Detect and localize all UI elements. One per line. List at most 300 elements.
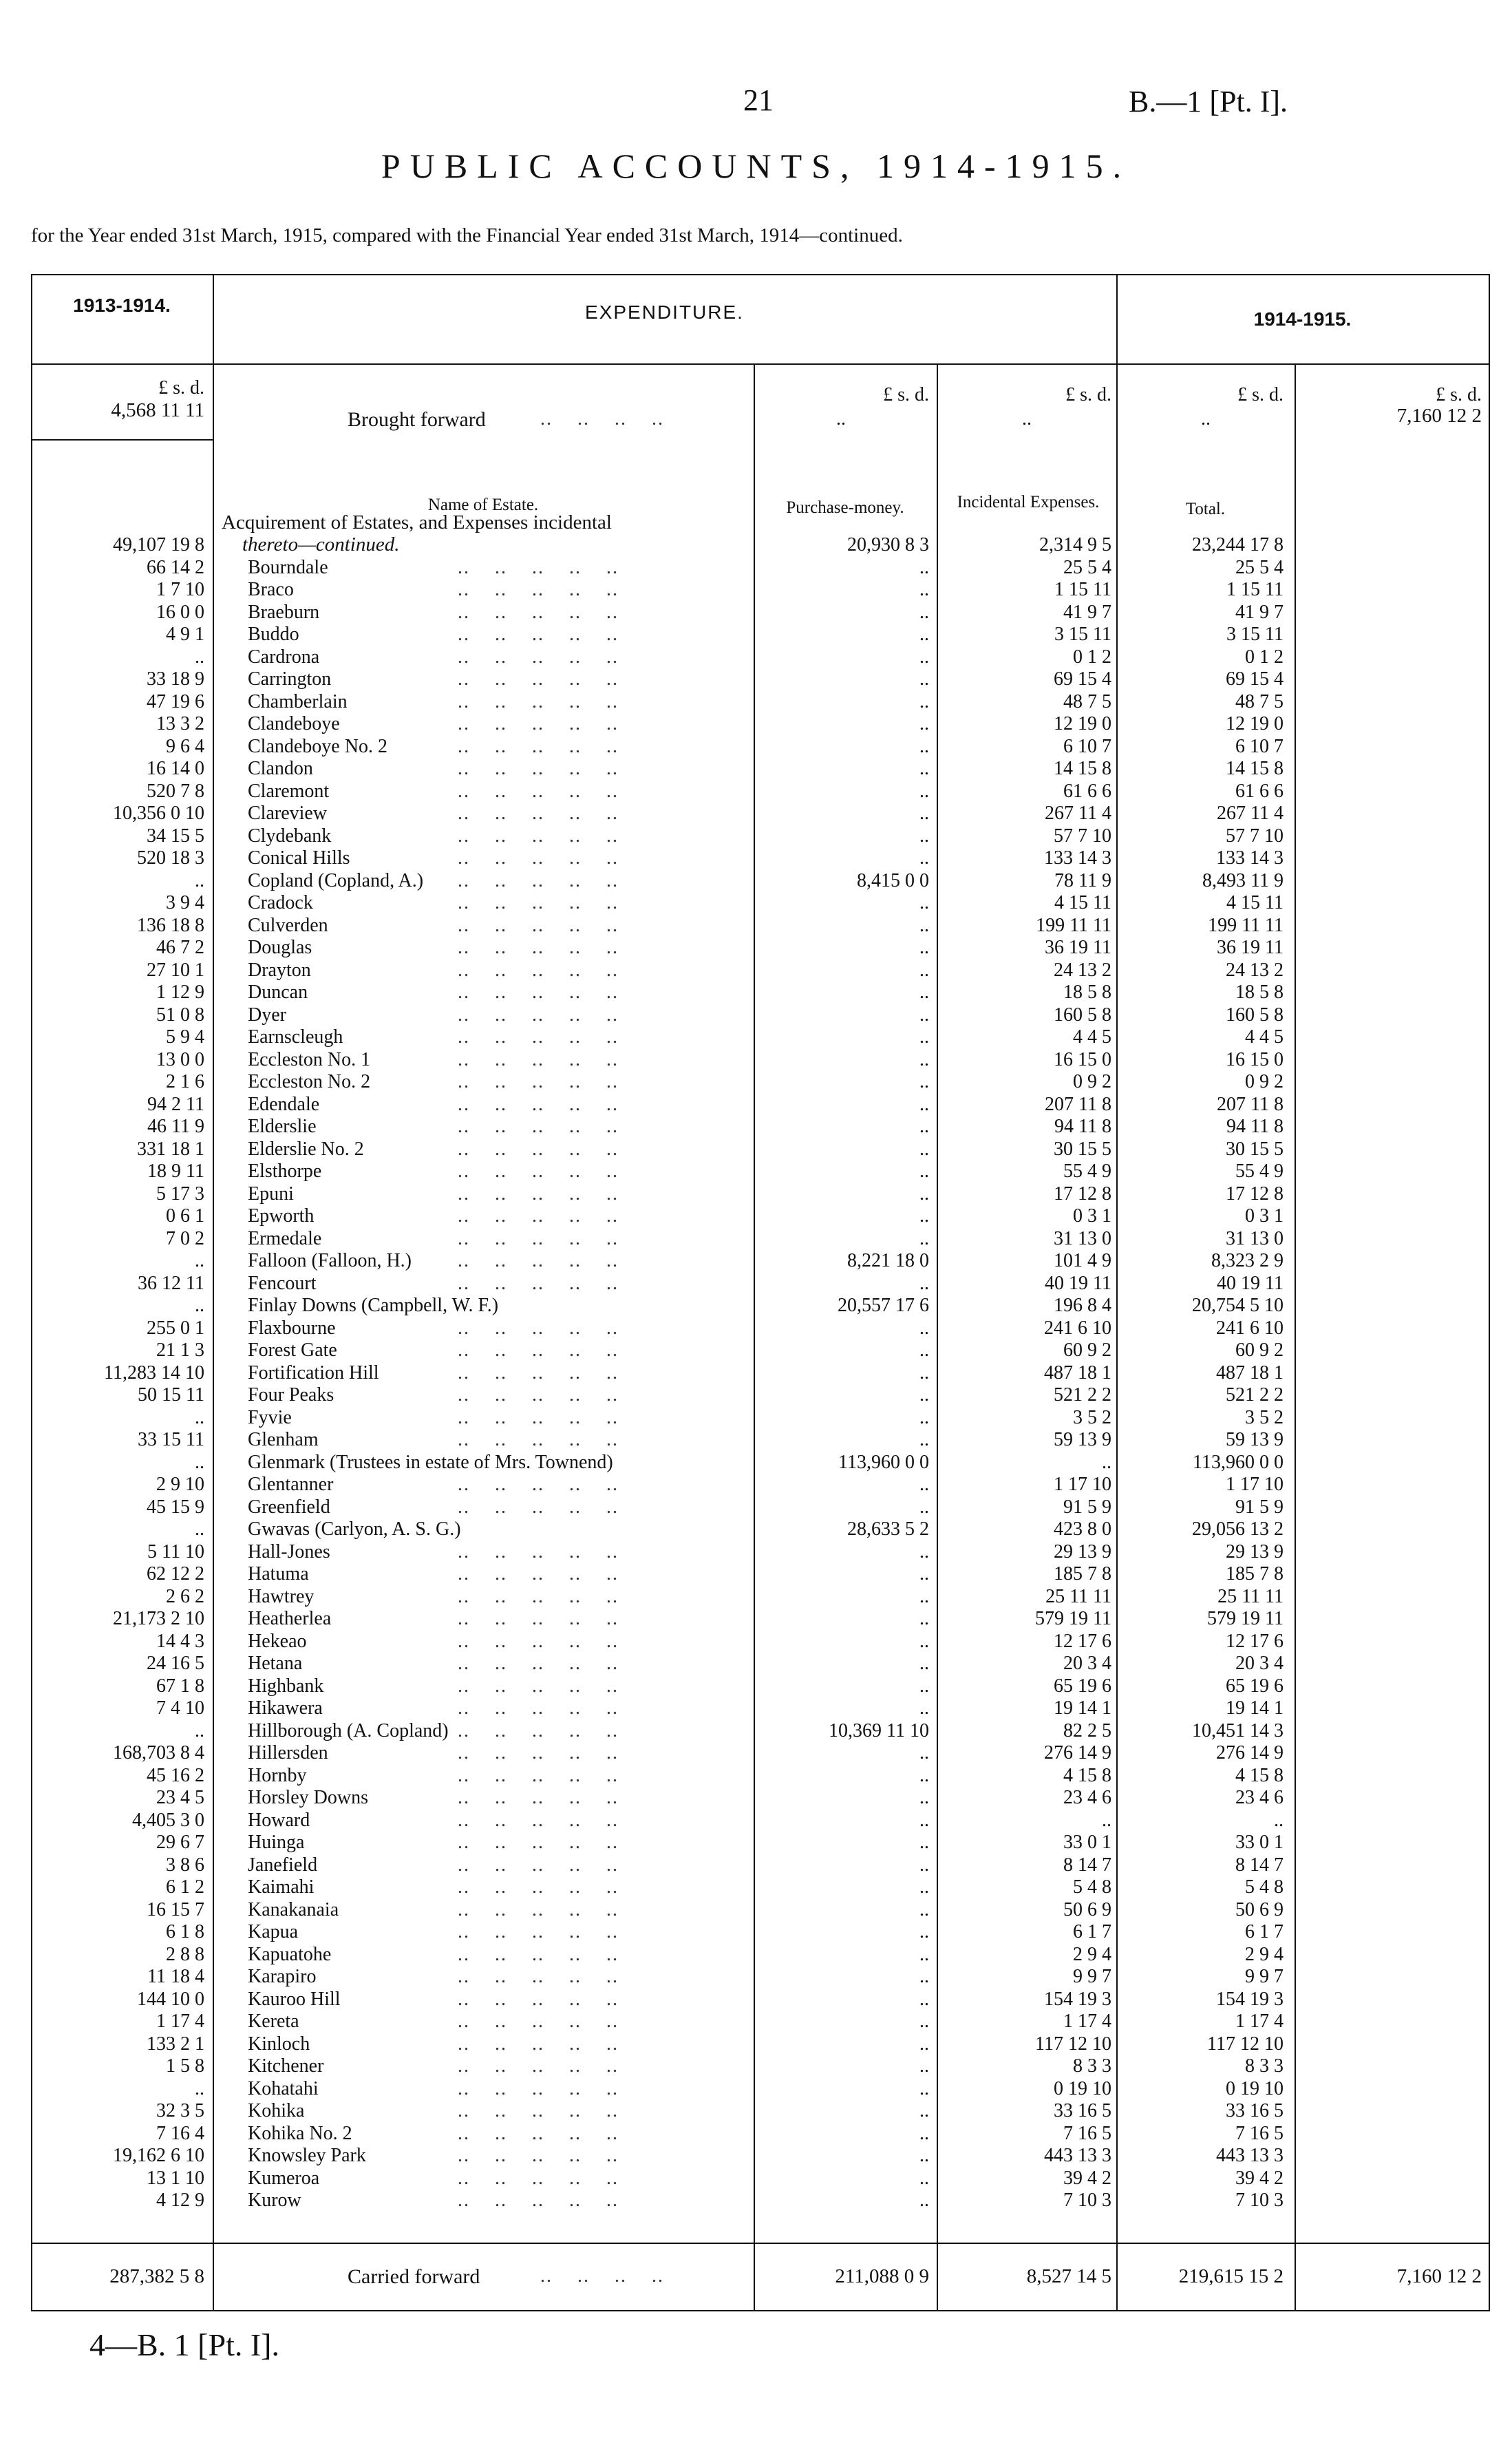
estate-name: Epworth	[248, 1205, 315, 1227]
estate-name: Carrington	[248, 668, 332, 690]
table-row: 33 18 9 Carrington .. .. .. .. .. .. 69 15 4 69 15 4	[31, 668, 1490, 691]
table-row: 520 18 3 Conical Hills .. .. .. .. .. .. 133 14 3 133 14 3	[31, 847, 1490, 870]
purchase-money: ..	[919, 1898, 929, 1920]
header-expenditure: EXPENDITURE.	[585, 301, 744, 323]
table-row: 1 5 8 Kitchener .. .. .. .. .. .. 8 3 3 8 3 3	[31, 2055, 1490, 2078]
incidental-expenses: 487 18 1	[1044, 1362, 1111, 1384]
purchase-money: 28,633 5 2	[847, 1518, 929, 1540]
prev-year-amount: 7 0 2	[166, 1227, 204, 1249]
incidental-expenses: 2 9 4	[1073, 1943, 1111, 1965]
estate-name: Clareview	[248, 803, 328, 824]
cf-prev-amount: 287,382 5 8	[109, 2265, 204, 2287]
purchase-money: 113,960 0 0	[838, 1451, 929, 1473]
incidental-expenses: 0 1 2	[1073, 646, 1111, 668]
purchase-money: ..	[919, 892, 929, 913]
prev-year-amount: 7 16 4	[156, 2122, 204, 2144]
purchase-money: ..	[919, 1071, 929, 1092]
incidental-expenses: 50 6 9	[1063, 1898, 1111, 1920]
estate-name: Hatuma	[248, 1563, 309, 1585]
prev-year-amount: 94 2 11	[147, 1093, 204, 1115]
incidental-expenses: 57 7 10	[1054, 825, 1111, 847]
estate-name: Cradock	[248, 892, 313, 913]
purchase-money: ..	[919, 556, 929, 578]
purchase-money: ..	[919, 2100, 929, 2121]
incidental-expenses: 7 16 5	[1063, 2122, 1111, 2144]
purchase-money: ..	[919, 601, 929, 623]
purchase-money: ..	[919, 1966, 929, 1987]
incidental-expenses: 36 19 11	[1045, 937, 1111, 958]
table-row: 2 6 2 Hawtrey .. .. .. .. .. .. 25 11 11 25 11 11	[31, 1586, 1490, 1609]
prev-year-amount: 67 1 8	[156, 1675, 204, 1697]
estate-name: Forest Gate	[248, 1339, 337, 1361]
total-amount: 443 13 3	[1216, 2145, 1284, 2166]
incidental-expenses: 1 17 4	[1063, 2011, 1111, 2032]
total-amount: 24 13 2	[1226, 959, 1284, 981]
table-row: 50 15 11 Four Peaks .. .. .. .. .. .. 521 2 2 521 2 2	[31, 1384, 1490, 1407]
incidental-expenses: 423 8 0	[1054, 1518, 1111, 1540]
total-amount: 29,056 13 2	[1192, 1518, 1284, 1540]
incidental-expenses: 23 4 6	[1063, 1787, 1111, 1808]
incidental-expenses: 17 12 8	[1054, 1183, 1111, 1205]
incidental-expenses: 443 13 3	[1044, 2145, 1111, 2166]
estate-name: Kohatahi	[248, 2077, 319, 2099]
cf-last-amount: 7,160 12 2	[1396, 2265, 1482, 2287]
table-row: 11,283 14 10 Fortification Hill .. .. .. .. .. .. 487 18 1 487 18 1	[31, 1362, 1490, 1385]
estate-name: Chamberlain	[248, 690, 348, 712]
estate-name: Kapuatohe	[248, 1943, 332, 1965]
prev-year-amount: 27 10 1	[147, 959, 204, 981]
incidental-expenses: 154 19 3	[1044, 1988, 1111, 2010]
table-row: 21 1 3 Forest Gate .. .. .. .. .. .. 60 9 2 60 9 2	[31, 1339, 1490, 1362]
prev-year-amount: 13 1 10	[147, 2167, 204, 2189]
total-amount: 25 5 4	[1235, 556, 1284, 578]
total-amount: 0 1 2	[1245, 646, 1284, 668]
total-amount: 113,960 0 0	[1193, 1451, 1284, 1473]
col-name-header: Name of Estate.	[427, 496, 539, 514]
estate-name: Elderslie	[248, 1116, 317, 1137]
estate-name: Glenmark (Trustees in estate of Mrs. Townend)	[248, 1451, 613, 1473]
incidental-expenses: 4 15 11	[1054, 892, 1111, 913]
total-amount: 16 15 0	[1226, 1048, 1284, 1070]
purchase-money: ..	[919, 1183, 929, 1205]
total-amount: 2 9 4	[1245, 1943, 1284, 1965]
prev-year-amount: 1 17 4	[156, 2011, 204, 2032]
total-amount: 185 7 8	[1226, 1563, 1284, 1585]
estate-name: Greenfield	[248, 1496, 330, 1518]
purchase-money: ..	[919, 2033, 929, 2055]
prev-year-amount: 45 16 2	[147, 1764, 204, 1786]
total-amount: 39 4 2	[1235, 2167, 1284, 2189]
prev-year-amount: 3 9 4	[166, 892, 204, 913]
total-amount: 36 19 11	[1217, 937, 1284, 958]
purchase-money: ..	[919, 1832, 929, 1853]
incidental-expenses: 25 11 11	[1045, 1585, 1111, 1607]
table-row: 3 8 6 Janefield .. .. .. .. .. .. 8 14 7 8 14 7	[31, 1854, 1490, 1877]
incidental-expenses: 94 11 8	[1054, 1116, 1111, 1137]
table-row: 45 15 9 Greenfield .. .. .. .. .. .. 91 5 9 91 5 9	[31, 1496, 1490, 1519]
incidental-expenses: 0 3 1	[1073, 1205, 1111, 1227]
table-row: 16 14 0 Clandon .. .. .. .. .. .. 14 15 8 14 15 8	[31, 758, 1490, 781]
prev-year-amount: 255 0 1	[147, 1317, 204, 1339]
purchase-money: 8,415 0 0	[857, 869, 929, 891]
purchase-money: ..	[919, 1585, 929, 1607]
page-reference: B.—1 [Pt. I].	[1129, 85, 1288, 118]
purchase-money: ..	[919, 2190, 929, 2211]
total-amount: 8 3 3	[1245, 2055, 1284, 2077]
prev-year-amount: 2 1 6	[166, 1071, 204, 1092]
estate-name: Hornby	[248, 1764, 307, 1786]
purchase-money: ..	[919, 1630, 929, 1652]
estate-name: Cardrona	[248, 646, 320, 668]
total-amount: 20 3 4	[1235, 1653, 1284, 1674]
prev-year-amount: 1 12 9	[156, 982, 204, 1003]
estate-name: Kurow	[248, 2190, 301, 2211]
estate-name: Kinloch	[248, 2033, 310, 2055]
total-amount: 8 14 7	[1235, 1854, 1284, 1876]
table-row: 94 2 11 Edendale .. .. .. .. .. .. 207 11 8 207 11 8	[31, 1094, 1490, 1116]
estate-name: Fyvie	[248, 1406, 292, 1428]
incidental-expenses: 39 4 2	[1063, 2167, 1111, 2189]
prev-year-amount: 3 8 6	[166, 1854, 204, 1876]
table-row: 51 0 8 Dyer .. .. .. .. .. .. 160 5 8 160 5 8	[31, 1004, 1490, 1027]
table-row: 46 7 2 Douglas .. .. .. .. .. .. 36 19 11 36 19 11	[31, 937, 1490, 960]
incidental-expenses: 4 4 5	[1073, 1026, 1111, 1048]
prev-year-amount: 18 9 11	[147, 1161, 204, 1182]
incidental-expenses: 3 15 11	[1054, 624, 1111, 645]
estate-name: Bourndale	[248, 556, 328, 578]
estate-name: Buddo	[248, 624, 299, 645]
incidental-expenses: 61 6 6	[1063, 780, 1111, 802]
table-row: 47 19 6 Chamberlain .. .. .. .. .. .. 48 7 5 48 7 5	[31, 691, 1490, 714]
incidental-expenses: 8 3 3	[1073, 2055, 1111, 2077]
total-amount: 5 4 8	[1245, 1876, 1284, 1898]
prev-year-amount: 168,703 8 4	[113, 1742, 204, 1763]
purchase-money: ..	[919, 1026, 929, 1048]
prev-year-amount: ..	[195, 869, 204, 891]
incidental-expenses: 60 9 2	[1063, 1339, 1111, 1361]
purchase-money: ..	[919, 1384, 929, 1406]
table-row: 10,356 0 10 Clareview .. .. .. .. .. .. 267 11 4 267 11 4	[31, 803, 1490, 825]
table-row	[31, 1452, 1490, 1474]
total-amount: 3 5 2	[1245, 1406, 1284, 1428]
prev-year-amount: 9 6 4	[166, 735, 204, 757]
total-amount: 31 13 0	[1226, 1227, 1284, 1249]
total-amount: 579 19 11	[1207, 1608, 1284, 1629]
incidental-expenses: 33 0 1	[1063, 1832, 1111, 1853]
total-amount: 20,754 5 10	[1192, 1295, 1284, 1316]
total-amount: 17 12 8	[1226, 1183, 1284, 1205]
purchase-money: ..	[919, 1563, 929, 1585]
purchase-money: ..	[919, 1205, 929, 1227]
prev-year-amount: 1 5 8	[166, 2055, 204, 2077]
purchase-money: ..	[919, 780, 929, 802]
estate-name: Epuni	[248, 1183, 294, 1205]
estate-name: Braco	[248, 579, 294, 600]
total-amount: 0 19 10	[1226, 2077, 1284, 2099]
bf-ie: ..	[1022, 408, 1032, 430]
purchase-money: ..	[919, 1362, 929, 1384]
table-row	[31, 1295, 1490, 1317]
estate-name: Highbank	[248, 1675, 324, 1697]
table-row: 34 15 5 Clydebank .. .. .. .. .. .. 57 7 10 57 7 10	[31, 825, 1490, 848]
purchase-money: ..	[919, 1004, 929, 1026]
prev-year-amount: 16 14 0	[147, 758, 204, 779]
incidental-expenses: 18 5 8	[1063, 982, 1111, 1003]
total-amount: 14 15 8	[1226, 758, 1284, 779]
table-row: 5 9 4 Earnscleugh .. .. .. .. .. .. 4 4 5 4 4 5	[31, 1026, 1490, 1049]
prev-year-amount: 34 15 5	[147, 825, 204, 847]
table-row: 16 0 0 Braeburn .. .. .. .. .. .. 41 9 7 41 9 7	[31, 602, 1490, 624]
purchase-money: ..	[919, 1697, 929, 1719]
estate-name: Karapiro	[248, 1966, 317, 1987]
total-amount: 33 0 1	[1235, 1832, 1284, 1853]
prev-year-amount: 21,173 2 10	[113, 1608, 204, 1629]
estate-name: Flaxbourne	[248, 1317, 336, 1339]
incidental-expenses: 55 4 9	[1063, 1161, 1111, 1182]
purchase-money: ..	[919, 1496, 929, 1518]
purchase-money: ..	[919, 2145, 929, 2166]
incidental-expenses: 69 15 4	[1054, 668, 1111, 690]
units-ie: £ s. d.	[1065, 384, 1111, 405]
bf-last-amount: 7,160 12 2	[1396, 405, 1482, 427]
incidental-expenses: 9 9 7	[1073, 1966, 1111, 1987]
units-pm: £ s. d.	[883, 384, 929, 405]
incidental-expenses: 8 14 7	[1063, 1854, 1111, 1876]
prev-year-amount: 33 15 11	[138, 1429, 204, 1450]
prev-year-amount: 33 18 9	[147, 668, 204, 690]
incidental-expenses: 31 13 0	[1054, 1227, 1111, 1249]
prev-year-amount: 24 16 5	[147, 1653, 204, 1674]
purchase-money: ..	[919, 1138, 929, 1160]
table-row: 11 18 4 Karapiro .. .. .. .. .. .. 9 9 7 9 9 7	[31, 1966, 1490, 1989]
page-title: PUBLIC ACCOUNTS, 1914-1915.	[381, 147, 1131, 185]
total-amount: 12 19 0	[1226, 713, 1284, 734]
table-row: 14 4 3 Hekeao .. .. .. .. .. .. 12 17 6 12 17 6	[31, 1631, 1490, 1653]
prev-year-amount: 136 18 8	[137, 914, 204, 936]
incidental-expenses: 33 16 5	[1054, 2100, 1111, 2121]
prev-year-amount: ..	[195, 1719, 204, 1741]
incidental-expenses: 12 17 6	[1054, 1630, 1111, 1652]
table-row: 7 0 2 Ermedale .. .. .. .. .. .. 31 13 0 31 13 0	[31, 1228, 1490, 1251]
total-amount: 267 11 4	[1217, 803, 1284, 824]
estate-name: Fortification Hill	[248, 1362, 379, 1384]
incidental-expenses: 241 6 10	[1044, 1317, 1111, 1339]
total-amount: 1 17 4	[1235, 2011, 1284, 2032]
incidental-expenses: 7 10 3	[1063, 2190, 1111, 2211]
incidental-expenses: 579 19 11	[1035, 1608, 1111, 1629]
incidental-expenses: 1 15 11	[1054, 579, 1111, 600]
total-amount: 241 6 10	[1216, 1317, 1284, 1339]
incidental-expenses: 521 2 2	[1054, 1384, 1111, 1406]
incidental-expenses: 12 19 0	[1054, 713, 1111, 734]
estate-name: Glenham	[248, 1429, 319, 1450]
brought-forward-label: Brought forward	[348, 408, 486, 431]
purchase-money: ..	[919, 1988, 929, 2010]
prev-year-amount: 6 1 2	[166, 1876, 204, 1898]
total-amount: 23,244 17 8	[1192, 534, 1284, 555]
incidental-expenses: 65 19 6	[1054, 1675, 1111, 1697]
prev-year-amount: 13 0 0	[156, 1048, 204, 1070]
estate-name: Copland (Copland, A.)	[248, 869, 424, 891]
purchase-money: ..	[919, 1764, 929, 1786]
purchase-money: ..	[919, 2011, 929, 2032]
table-row: .. Falloon (Falloon, H.) .. .. .. .. .. 8,221 18 0 101 4 9 8,323 2 9	[31, 1250, 1490, 1273]
incidental-expenses: 82 2 5	[1063, 1719, 1111, 1741]
estate-name: Braeburn	[248, 601, 320, 623]
total-amount: 61 6 6	[1235, 780, 1284, 802]
prev-year-amount: 331 18 1	[137, 1138, 204, 1160]
page-number: 21	[743, 83, 774, 117]
estate-name: Eccleston No. 2	[248, 1071, 371, 1092]
estate-name: Howard	[248, 1809, 310, 1831]
purchase-money: ..	[919, 1854, 929, 1876]
purchase-money: 20,557 17 6	[838, 1295, 929, 1316]
purchase-money: ..	[919, 1540, 929, 1563]
prev-year-amount: 49,107 19 8	[113, 534, 204, 555]
incidental-expenses: 29 13 9	[1054, 1540, 1111, 1563]
prev-year-amount: 2 6 2	[166, 1585, 204, 1607]
purchase-money: ..	[919, 1161, 929, 1182]
total-amount: 0 9 2	[1245, 1071, 1284, 1092]
total-amount: 4 15 11	[1226, 892, 1284, 913]
estate-name: Clandeboye No. 2	[248, 735, 387, 757]
table-row: 7 4 10 Hikawera .. .. .. .. .. .. 19 14 1 19 14 1	[31, 1697, 1490, 1720]
estate-name: Glentanner	[248, 1474, 334, 1495]
prev-year-amount: 62 12 2	[147, 1563, 204, 1585]
table-row: 7 16 4 Kohika No. 2 .. .. .. .. .. .. 7 16 5 7 16 5	[31, 2123, 1490, 2146]
incidental-expenses: 207 11 8	[1045, 1093, 1111, 1115]
total-amount: 207 11 8	[1217, 1093, 1284, 1115]
prev-year-amount: 133 2 1	[147, 2033, 204, 2055]
total-amount: 29 13 9	[1226, 1540, 1284, 1563]
incidental-expenses: 6 1 7	[1073, 1921, 1111, 1942]
table-row: 16 15 7 Kanakanaia .. .. .. .. .. .. 50 6 9 50 6 9	[31, 1899, 1490, 1922]
table-row: .. Hillborough (A. Copland) .. .. .. .. .. 10,369 11 10 82 2 5 10,451 14 3	[31, 1720, 1490, 1743]
prev-year-amount: 7 4 10	[156, 1697, 204, 1719]
total-amount: 1 15 11	[1226, 579, 1284, 600]
incidental-expenses: 133 14 3	[1044, 847, 1111, 869]
purchase-money: ..	[919, 2055, 929, 2077]
table-row: 18 9 11 Elsthorpe .. .. .. .. .. .. 55 4 9 55 4 9	[31, 1161, 1490, 1183]
cf-tot-amount: 219,615 15 2	[1178, 2265, 1284, 2287]
prev-year-amount: ..	[195, 1295, 204, 1316]
total-amount: 0 3 1	[1245, 1205, 1284, 1227]
estate-name: Culverden	[248, 914, 328, 936]
table-row: 13 0 0 Eccleston No. 1 .. .. .. .. .. .. 16 15 0 16 15 0	[31, 1049, 1490, 1072]
incidental-expenses: 117 12 10	[1035, 2033, 1111, 2055]
prev-year-amount: 0 6 1	[166, 1205, 204, 1227]
bf-tot: ..	[1201, 408, 1211, 430]
prev-year-amount: 5 17 3	[156, 1183, 204, 1205]
incidental-expenses: 0 9 2	[1073, 1071, 1111, 1092]
purchase-money: ..	[919, 1272, 929, 1294]
total-amount: 3 15 11	[1226, 624, 1284, 645]
table-row: 23 4 5 Horsley Downs .. .. .. .. .. .. 23 4 6 23 4 6	[31, 1787, 1490, 1810]
prev-year-amount: 29 6 7	[156, 1832, 204, 1853]
prev-year-amount: 4 12 9	[156, 2190, 204, 2211]
prev-year-amount: 13 3 2	[156, 713, 204, 734]
total-amount: 12 17 6	[1226, 1630, 1284, 1652]
table-row: 46 11 9 Elderslie .. .. .. .. .. .. 94 11 8 94 11 8	[31, 1116, 1490, 1138]
total-amount: 6 1 7	[1245, 1921, 1284, 1942]
table-row: 1 12 9 Duncan .. .. .. .. .. .. 18 5 8 18 5 8	[31, 982, 1490, 1004]
total-amount: 117 12 10	[1207, 2033, 1284, 2055]
purchase-money: ..	[919, 2167, 929, 2189]
table-row: 62 12 2 Hatuma .. .. .. .. .. .. 185 7 8 185 7 8	[31, 1563, 1490, 1586]
total-amount: 8,323 2 9	[1211, 1250, 1284, 1271]
prev-year-amount: 5 11 10	[147, 1540, 204, 1563]
total-amount: 69 15 4	[1226, 668, 1284, 690]
incidental-expenses: ..	[1102, 1451, 1111, 1473]
estate-name: Eccleston No. 1	[248, 1048, 371, 1070]
table-row: .. Copland (Copland, A.) .. .. .. .. .. 8,415 0 0 78 11 9 8,493 11 9	[31, 870, 1490, 893]
incidental-expenses: 41 9 7	[1063, 601, 1111, 623]
incidental-expenses: 267 11 4	[1045, 803, 1111, 824]
expenditure-table: 1913-1914. EXPENDITURE. 1914-1915. £ s. d. £ s. d. £ s. d. £ s. d. £ s. d. 4,568 11 11 Brought forward .. .. .. .. .. .. .. 7,160 12 2 Name of Estate. Acquirement of Estates, and Expenses incidental thereto—continued. Purchase-money. Incidental Expenses. Total. 49,107 19 8 20,930 8 3 2,314 9 5 23,244 17 8 66 14 2 Bourndale .. .. .. .. .. .. 25 5 4 25 5 4 1 7 10 Braco .. .. .. .. .. .. 1 15 11 1 15 11 16 0 0 Braeburn .. .. .. .. .. .. 41 9 7 41 9 7 4 9 1 Buddo .. .. .. .. .. .. 3 15 11 3 15 11 .. Cardrona .. .. .. .. .. .. 0 1 2 0 1 2 33 18 9 Carrington .. .. .. .. .. .. 69 15 4 69 15 4 47 19 6 Chamberlain .. .. .. .. .. .. 48 7 5 48 7 5 13 3 2 Clandeboye .. .. .. .. .. .. 12 19 0 12 19 0 9 6 4 Clandeboye No. 2 .. .. .. .. .. .. 6 10 7 6 10 7 16 14 0 Clandon .. .. .. .. .. .. 14 15 8 14 15 8 520 7 8 Claremont .. .. .. .. .. .. 61 6 6 61 6 6 10,356 0 10 Clareview .. .. .. .. .. .. 267 11 4 267 11 4 34 15 5 Clydebank .. .. .. .. .. .. 57 7 10 57 7 10 520 18 3 Conical Hills .. .. .. .. .. .. 133 14 3 133 14 3 .. Copland (Copland, A.) .. .. .. .. .. 8,415 0 0 78 11 9 8,493 11 9 3 9 4 Cradock .. .. .. .. .. .. 4 15 11 4 15 11 136 18 8 Culverden .. .. .. .. .. .. 199 11 11 199 11 11 46 7 2 Douglas .. .. .. .. .. .. 36 19 11 36 19 11 27 10 1 Drayton .. .. .. .. .. .. 24 13 2 24 13 2 1 12 9 Duncan .. .. .. .. .. .. 18 5 8 18 5 8 51 0 8 Dyer .. .. .. .. .. .. 160 5 8 160 5 8 5 9 4 Earnscleugh .. .. .. .. .. .. 4 4 5 4 4 5 13 0 0 Eccleston No. 1 .. .. .. .. .. .. 16 15 0 16 15 0 2 1 6 Eccleston No. 2 .. .. .. .. .. .. 0 9 2 0 9 2 94 2 11 Edendale .. .. .. .. .. .. 207 11 8 207 11 8 46 11 9 Elderslie .. .. .. .. .. .. 94 11 8 94 11 8 331 18 1 Elderslie No. 2 .. .. .. .. .. .. 30 15 5 30 15 5 18 9 11 Elsthorpe .. .. .. .. .. .. 55 4 9 55 4 9 5 17 3 Epuni .. .. .. .. .. .. 17 12 8 17 12 8 0 6 1 Epworth .. .. .. .. .. .. 0 3 1 0 3 1 7 0 2 Ermedale .. .. .. .. .. .. 31 13 0 31 13 0 .. Falloon (Falloon, H.) .. .. .. .. .. 8,221 18 0 101 4 9 8,323 2 9 36 12 11 Fencourt .. .. .. .. .. .. 40 19 11 40 19 11 .. Finlay Downs (Campbell, W. F.) 20,557 17 6 196 8 4 20,754 5 10 255 0 1 Flaxbourne .. .. .. .. .. .. 241 6 10 241 6 10 21 1 3 Forest Gate .. .. .. .. .. .. 60 9 2 60 9 2 11,283 14 10 Fortification Hill .. .. .. .. .. .. 487 18 1 487 18 1 50 15 11 Four Peaks .. .. .. .. .. .. 521 2 2 521 2 2 .. Fyvie .. .. .. .. .. .. 3 5 2 3 5 2 33 15 11 Glenham .. .. .. .. .. .. 59 13 9 59 13 9 .. Glenmark (Trustees in estate of Mrs. Townend) 113,960 0 0 .. 113,960 0 0 2 9 10 Glentanner .. .. .. .. .. .. 1 17 10 1 17 10 45 15 9 Greenfield .. .. .. .. .. .. 91 5 9 91 5 9 .. Gwavas (Carlyon, A. S. G.) 28,633 5 2 423 8 0 29,056 13 2 5 11 10 Hall-Jones .. .. .. .. .. .. 29 13 9 29 13 9 62 12 2 Hatuma .. .. .. .. .. .. 185 7 8 185 7 8 2 6 2 Hawtrey .. .. .. .. .. .. 25 11 11 25 11 11 21,173 2 10 Heatherlea .. .. .. .. .. .. 579 19 11 579 19 11 14 4 3 Hekeao .. .. .. .. .. .. 12 17 6 12 17 6 24 16 5 Hetana .. .. .. .. .. .. 20 3 4 20 3 4 67 1 8 Highbank .. .. .. .. .. .. 65 19 6 65 19 6 7 4 10 Hikawera .. .. .. .. .. .. 19 14 1 19 14 1 .. Hillborough (A. Copland) .. .. .. .. .. 10,369 11 10 82 2 5 10,451 14 3 168,703 8 4 Hillersden .. .. .. .. .. .. 276 14 9 276 14 9 45 16 2 Hornby .. .. .. .. .. .. 4 15 8 4 15 8 23 4 5 Horsley Downs .. .. .. .. .. .. 23 4 6 23 4 6 4,405 3 0 Howard .. .. .. .. .. .. .. .. 29 6 7 Huinga .. .. .. .. .. .. 33 0 1 33 0 1 3 8 6 Janefield .. .. .. .. .. .. 8 14 7 8 14 7 6 1 2 Kaimahi .. .. .. .. .. .. 5 4 8 5 4 8 16 15 7 Kanakanaia .. .. .. .. .. .. 50 6 9 50 6 9 6 1 8 Kapua .. .. .. .. .. .. 6 1 7 6 1 7 2 8 8 Kapuatohe .. .. .. .. .. .. 2 9 4 2 9 4 11 18 4 Karapiro .. .. .. .. .. .. 9 9 7 9 9 7 144 10 0 Kauroo Hill .. .. .. .. .. .. 154 19 3 154 19 3 1 17 4 Kereta .. .. .. .. .. .. 1 17 4 1 17 4 133 2 1 Kinloch .. .. .. .. .. .. 117 12 10 117 12 10 1 5 8 Kitchener .. .. .. .. .. .. 8 3 3 8 3 3 .. Kohatahi .. .. .. .. .. .. 0 19 10 0 19 10 32 3 5 Kohika .. .. .. .. .. .. 33 16 5 33 16 5 7 16 4 Kohika No. 2 .. .. .. .. .. .. 7 16 5 7 16 5 19,162 6 10 Knowsley Park .. .. .. .. .. .. 443 13 3 443 13 3 13 1 10 Kumeroa .. .. .. .. .. .. 39 4 2 39 4 2 4 12 9 Kurow .. .. .. .. .. .. 7 10 3 7 10 3 287,382 5 8 Carried forward .. .. .. .. 211,088 0 9 8,527 14 5 219,615 15 2 7,160 12 2	[31, 274, 1490, 2311]
incidental-expenses: ..	[1102, 1809, 1111, 1831]
estate-name: Drayton	[248, 959, 311, 981]
header-prev-year: 1913-1914.	[73, 295, 171, 316]
incidental-expenses: 5 4 8	[1073, 1876, 1111, 1898]
table-row: 24 16 5 Hetana .. .. .. .. .. .. 20 3 4 20 3 4	[31, 1653, 1490, 1675]
table-row: 5 17 3 Epuni .. .. .. .. .. .. 17 12 8 17 12 8	[31, 1183, 1490, 1206]
total-amount: 160 5 8	[1226, 1004, 1284, 1026]
prev-year-amount: 4,405 3 0	[132, 1809, 204, 1831]
prev-year-amount: ..	[195, 1250, 204, 1271]
purchase-money: ..	[919, 1675, 929, 1697]
total-amount: 10,451 14 3	[1192, 1719, 1284, 1741]
prev-year-amount: 45 15 9	[147, 1496, 204, 1518]
estate-name: Kumeroa	[248, 2167, 320, 2189]
purchase-money: 20,930 8 3	[847, 534, 929, 555]
incidental-expenses: 196 8 4	[1054, 1295, 1111, 1316]
estate-name: Kitchener	[248, 2055, 324, 2077]
total-amount: 276 14 9	[1216, 1742, 1284, 1763]
purchase-money: ..	[919, 937, 929, 958]
incidental-expenses: 1 17 10	[1054, 1474, 1111, 1495]
estate-name: Four Peaks	[248, 1384, 334, 1406]
purchase-money: 10,369 11 10	[829, 1719, 929, 1741]
estate-name: Hekeao	[248, 1630, 307, 1652]
total-amount: 7 16 5	[1235, 2122, 1284, 2144]
col-pm-header: Purchase-money.	[786, 498, 904, 517]
purchase-money: ..	[919, 959, 929, 981]
prev-year-amount: ..	[195, 1451, 204, 1473]
table-row: 3 9 4 Cradock .. .. .. .. .. .. 4 15 11 4 15 11	[31, 892, 1490, 915]
estate-name: Fencourt	[248, 1272, 317, 1294]
incidental-expenses: 276 14 9	[1044, 1742, 1111, 1763]
estate-name: Horsley Downs	[248, 1787, 368, 1808]
incidental-expenses: 20 3 4	[1063, 1653, 1111, 1674]
estate-name: Kaimahi	[248, 1876, 315, 1898]
col-ie-header: Incidental Expenses.	[957, 493, 1100, 511]
cf-ie-amount: 8,527 14 5	[1026, 2265, 1111, 2287]
estate-name: Clydebank	[248, 825, 332, 847]
incidental-expenses: 48 7 5	[1063, 690, 1111, 712]
table-row: 36 12 11 Fencourt .. .. .. .. .. .. 40 19 11 40 19 11	[31, 1273, 1490, 1295]
total-amount: 41 9 7	[1235, 601, 1284, 623]
table-row: 6 1 2 Kaimahi .. .. .. .. .. .. 5 4 8 5 4 8	[31, 1876, 1490, 1899]
estate-name: Knowsley Park	[248, 2145, 366, 2166]
table-row: 66 14 2 Bourndale .. .. .. .. .. .. 25 5 4 25 5 4	[31, 557, 1490, 580]
incidental-expenses: 16 15 0	[1054, 1048, 1111, 1070]
table-row	[31, 534, 1490, 557]
prev-year-amount: 11 18 4	[147, 1966, 204, 1987]
estate-name: Hawtrey	[248, 1585, 315, 1607]
prev-year-amount: 46 7 2	[156, 937, 204, 958]
total-amount: 25 11 11	[1217, 1585, 1284, 1607]
table-row: 133 2 1 Kinloch .. .. .. .. .. .. 117 12 10 117 12 10	[31, 2033, 1490, 2056]
